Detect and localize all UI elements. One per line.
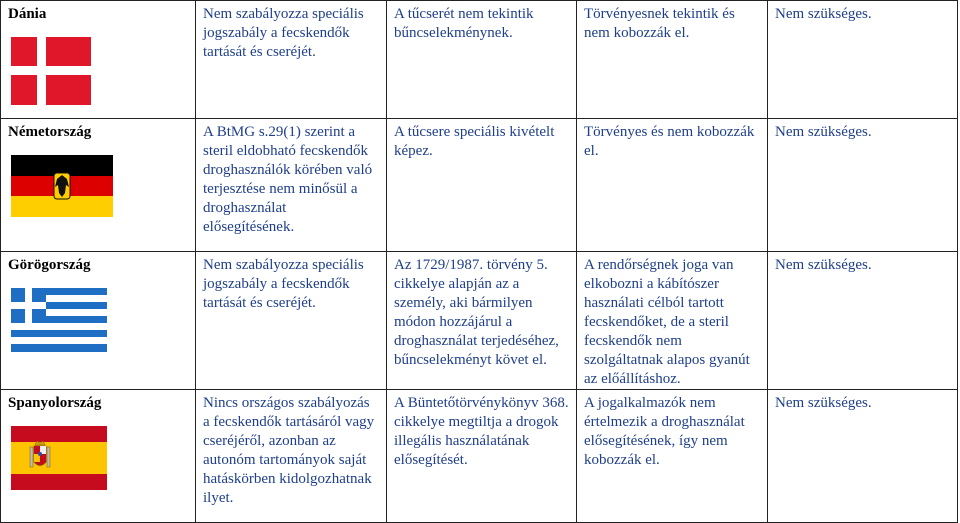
country-cell [1,1,196,119]
country-name: Spanyolország [8,395,102,411]
requirement-cell: Nem szükséges. [768,1,958,119]
country-cell [1,390,196,523]
possession-cell: Törvényesnek tekintik és nem kobozzák el. [577,1,768,119]
country-cell [1,119,196,252]
needle-exchange-cell: A tűcsere speciális kivételt képez. [387,119,577,252]
regulation-cell: A BtMG s.29(1) szerint a steril eldobható fecskendők droghasználók körében való terjesztése nem minősül a droghasználat elősegítésének. [196,119,387,252]
table-row [1,390,958,523]
requirement-cell: Nem szükséges. [768,119,958,252]
denmark-flag [11,37,91,105]
needle-exchange-cell: A Büntetőtörvénykönyv 368. cikkelye megtiltja a drogok illegális használatának elősegítését. [387,390,577,523]
spain-flag [11,426,107,490]
needle-exchange-cell: Az 1729/1987. törvény 5. cikkelye alapján az a személy, aki bármilyen módon hozzájárul a droghasználat terjedéséhez, bűncselekményt követ el. [387,252,577,390]
country-cell [1,252,196,390]
requirement-cell: Nem szükséges. [768,252,958,390]
country-name: Németország [8,124,92,140]
germany-flag [11,155,113,217]
regulation-cell: Nincs országos szabályozás a fecskendők tartásáról vagy cseréjéről, azonban az autonóm tartományok saját hatáskörben kidolgozhatnak ilyet. [196,390,387,523]
greece-flag [11,288,107,352]
table-row [1,252,958,390]
regulation-cell: Nem szabályozza speciális jogszabály a fecskendők tartását és cseréjét. [196,252,387,390]
eagle-icon [54,173,70,199]
regulation-cell: Nem szabályozza speciális jogszabály a fecskendők tartását és cseréjét. [196,1,387,119]
requirement-cell: Nem szükséges. [768,390,958,523]
possession-cell: A rendőrségnek joga van elkobozni a kábítószer használati célból tartott fecskendőket, de a steril fecskendők nem szolgáltatnak alapos gyanút az előállításhoz. [577,252,768,390]
table-row [1,1,958,119]
country-name: Dánia [8,6,47,22]
possession-cell: A jogalkalmazók nem értelmezik a droghasználat elősegítésének, így nem kobozzák el. [577,390,768,523]
table-row [1,119,958,252]
needle-exchange-cell: A tűcserét nem tekintik bűncselekménynek. [387,1,577,119]
possession-cell: Törvényes és nem kobozzák el. [577,119,768,252]
country-name: Görögország [8,257,91,273]
